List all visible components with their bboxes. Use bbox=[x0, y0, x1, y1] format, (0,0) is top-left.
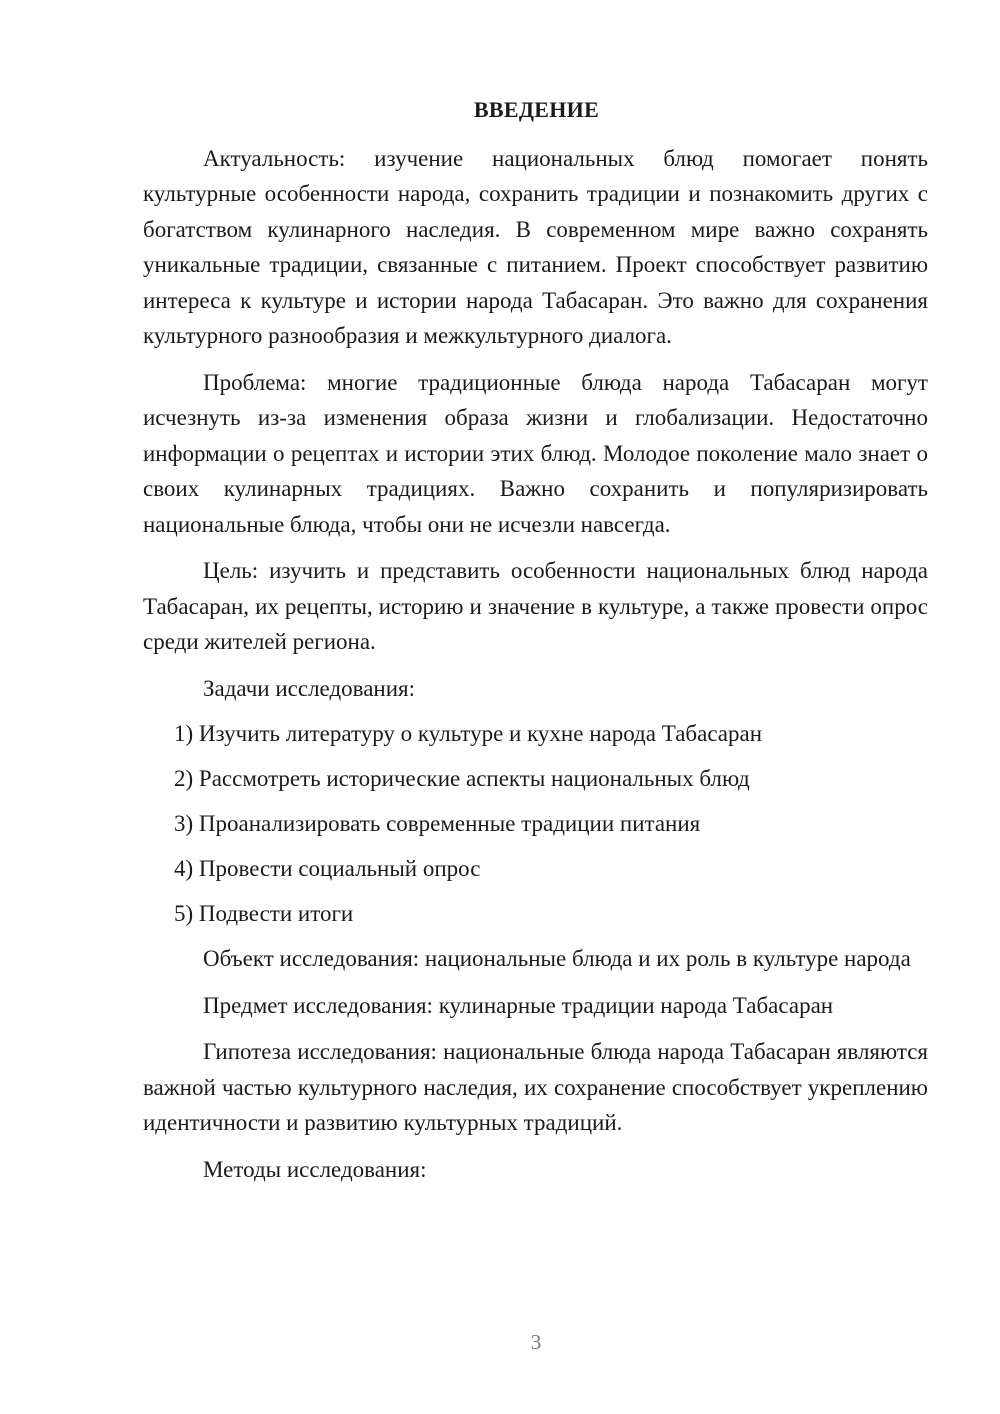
goal-paragraph: Цель: изучить и представить особенности национальных блюд народа Табасаран, их рецепты, историю и значение в культуре, а также провести опрос среди жителей региона. bbox=[143, 558, 928, 654]
list-item: 1) Изучить литературу о культуре и кухне народа Табасаран bbox=[174, 721, 763, 746]
page-number: 3 bbox=[530, 1330, 542, 1354]
section-title: ВВЕДЕНИЕ bbox=[473, 97, 600, 122]
list-item: 3) Проанализировать современные традиции питания bbox=[174, 811, 701, 836]
page-content bbox=[143, 92, 928, 1197]
list-item: 5) Подвести итоги bbox=[174, 901, 354, 926]
object-paragraph: Объект исследования: национальные блюда и их роль в культуре народа bbox=[203, 946, 911, 971]
problem-paragraph: Проблема: многие традиционные блюда народа Табасаран могут исчезнуть из-за изменения образа жизни и глобализации. Недостаточно информации о рецептах и истории этих блюд. Молодое поколение мало знает о своих кулинарных традициях. Важно сохранить и популяризировать национальные блюда, чтобы они не исчезли навсегда. bbox=[143, 369, 928, 537]
methods-label: Методы исследования: bbox=[203, 1156, 427, 1182]
tasks-label: Задачи исследования: bbox=[203, 675, 416, 701]
list-item: 4) Провести социальный опрос bbox=[174, 856, 481, 881]
subject-paragraph: Предмет исследования: кулинарные традиции народа Табасаран bbox=[203, 992, 834, 1018]
relevance-paragraph: Актуальность: изучение национальных блюд помогает понять культурные особенности народа, сохранить традиции и познакомить других с богатством кулинарного наследия. В современном мире важно сохранять уникальные традиции, связанные с питанием. Проект способствует развитию интереса к культуре и истории народа Табасаран. Это важно для сохранения культурного разнообразия и межкультурного диалога. bbox=[143, 145, 928, 348]
list-item: 2) Рассмотреть исторические аспекты национальных блюд bbox=[174, 766, 750, 791]
hypothesis-paragraph: Гипотеза исследования: национальные блюда народа Табасаран являются важной частью культурного наследия, их сохранение способствует укреплению идентичности и развитию культурных традиций. bbox=[143, 1039, 928, 1135]
tasks-list bbox=[143, 716, 928, 931]
